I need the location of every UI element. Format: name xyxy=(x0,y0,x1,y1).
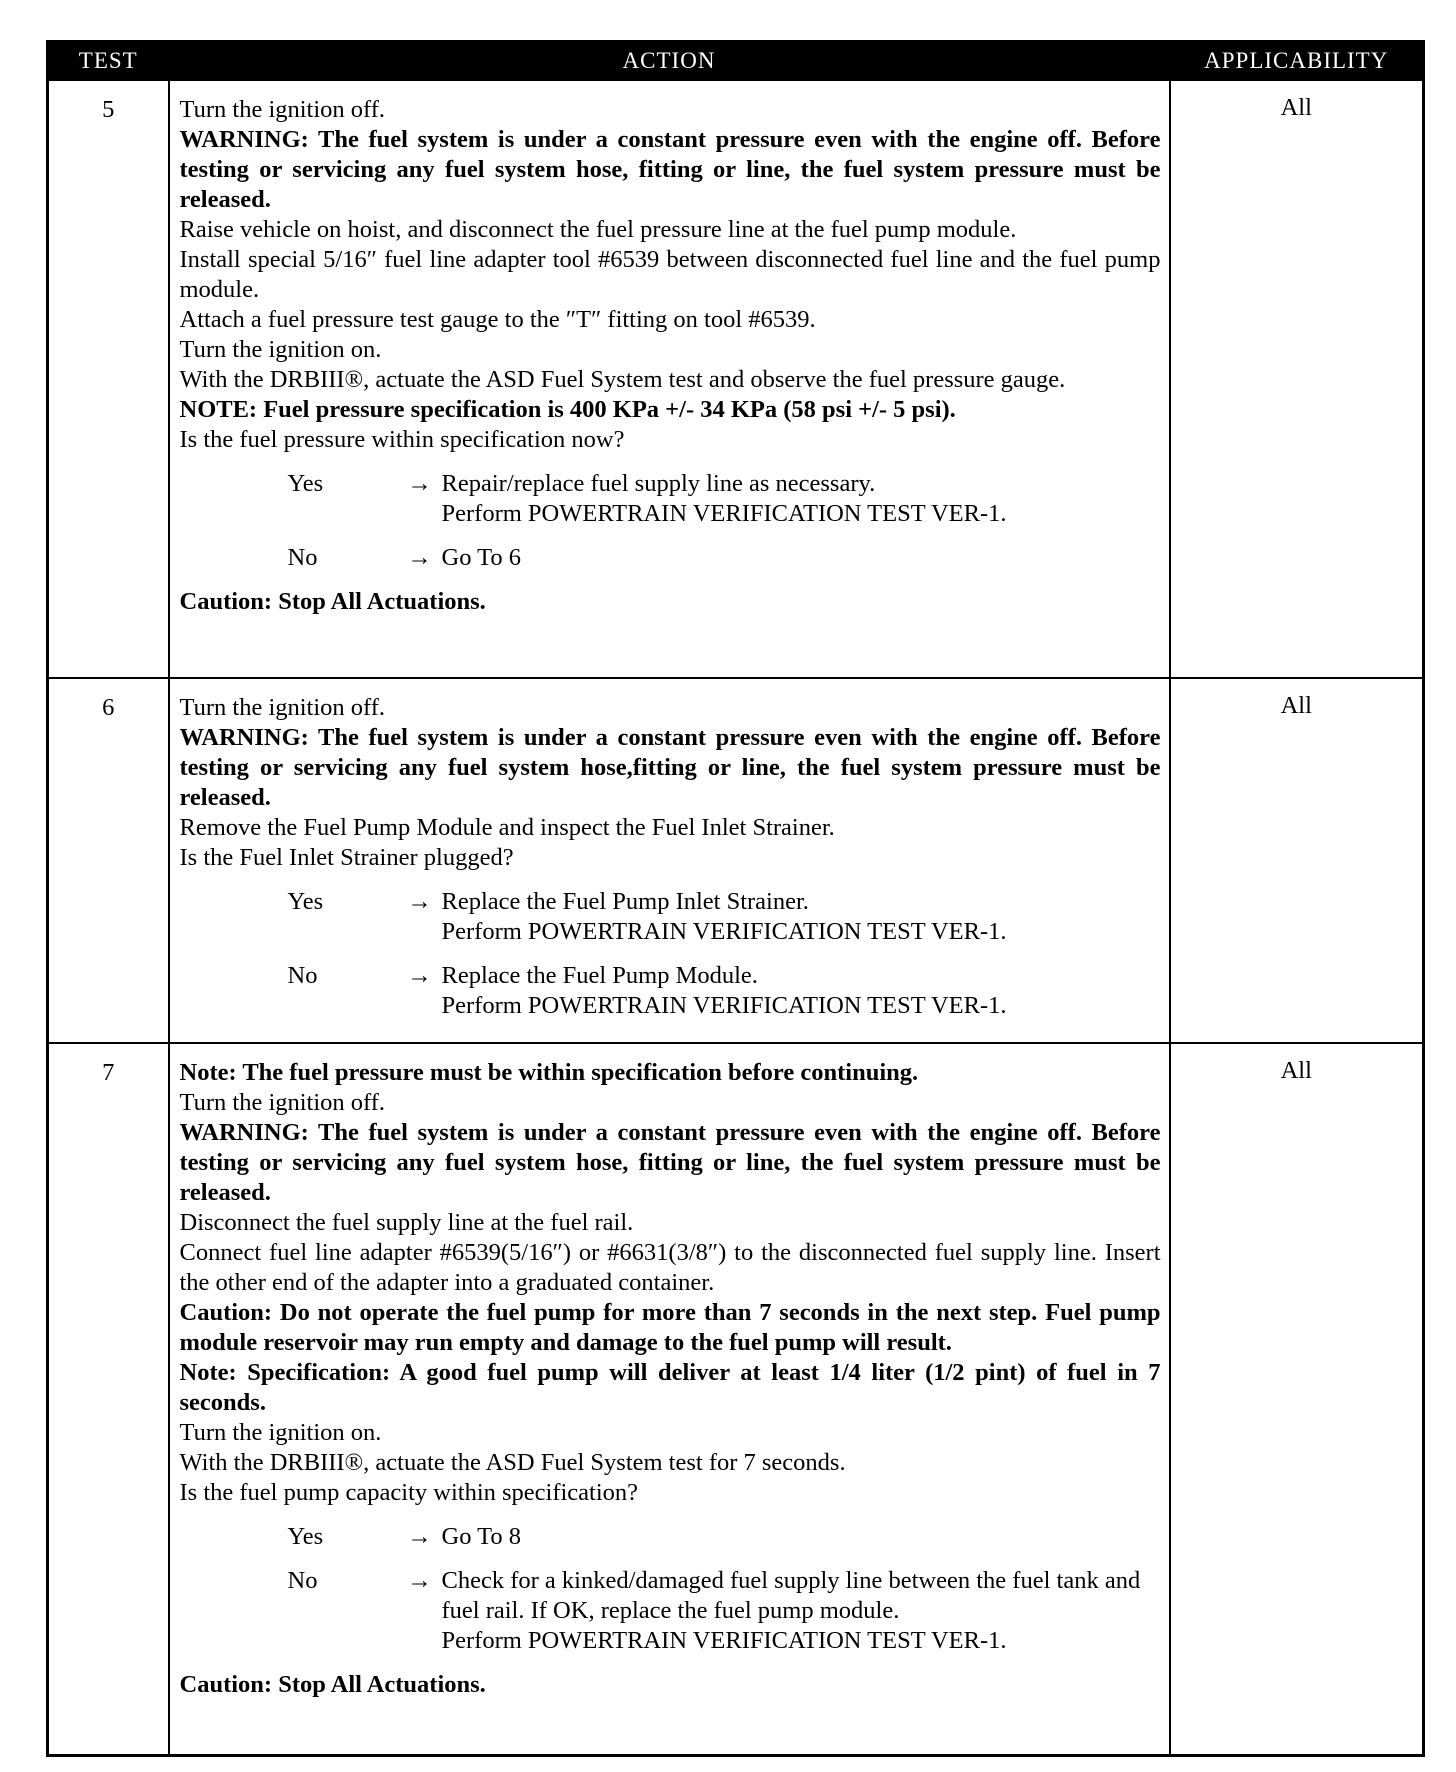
applicability-value: All xyxy=(1170,80,1424,678)
branch-result-line: Repair/replace fuel supply line as necessary. xyxy=(441,470,876,497)
instruction-line: Turn the ignition off. xyxy=(179,96,386,123)
warning-note-text: WARNING: The fuel system is under a constant pressure even with the engine off. Before testing or servicing any fuel system hose, fitting or line, the fuel system pressure must be released. xyxy=(179,126,1161,213)
branch-label: No xyxy=(287,544,318,571)
decision-branch xyxy=(288,961,1161,1021)
branch-result-line: Go To 8 xyxy=(441,1523,522,1550)
applicability-value: All xyxy=(1170,1043,1424,1755)
branch-result xyxy=(442,469,1161,529)
decision-branch xyxy=(288,469,1161,529)
branch-label: Yes xyxy=(287,470,324,497)
test-row xyxy=(48,1043,1424,1755)
warning-note-text: NOTE: Fuel pressure specification is 400 KPa +/- 34 KPa (58 psi +/- 5 psi). xyxy=(179,396,956,423)
right-arrow-icon: → xyxy=(407,544,432,571)
branch-result-line: Replace the Fuel Pump Module. xyxy=(441,962,758,989)
instruction-line: Connect fuel line adapter #6539(5/16″) or #6631(3/8″) to the disconnected fuel supply line. Insert the other end of the adapter into a graduated container. xyxy=(179,1239,1161,1296)
caution-text: Caution: Stop All Actuations. xyxy=(179,1671,486,1698)
branch-label: Yes xyxy=(287,1523,324,1550)
decision-branch xyxy=(288,1566,1161,1656)
header-action: ACTION xyxy=(169,42,1170,81)
test-row xyxy=(48,80,1424,678)
branch-result xyxy=(442,543,1161,573)
test-number: 7 xyxy=(48,1043,169,1755)
instruction-line: Attach a fuel pressure test gauge to the ″T″ fitting on tool #6539. xyxy=(179,306,816,333)
instruction-line: Turn the ignition off. xyxy=(179,694,386,721)
branch-label: Yes xyxy=(287,888,324,915)
test-number: 5 xyxy=(48,80,169,678)
right-arrow-icon: → xyxy=(407,1523,432,1550)
warning-note-text: Note: Specification: A good fuel pump will deliver at least 1/4 liter (1/2 pint) of fuel in 7 seconds. xyxy=(179,1359,1161,1416)
diagnostic-procedure-page xyxy=(46,40,1422,1757)
instruction-line: Turn the ignition on. xyxy=(179,336,382,363)
header-test: TEST xyxy=(48,42,169,81)
branch-label: No xyxy=(287,962,318,989)
caution-text: Caution: Stop All Actuations. xyxy=(179,588,486,615)
instruction-line: Install special 5/16″ fuel line adapter tool #6539 between disconnected fuel line and the fuel pump module. xyxy=(179,246,1161,303)
table-header-row xyxy=(48,42,1424,81)
right-arrow-icon: → xyxy=(407,470,432,497)
applicability-value: All xyxy=(1170,678,1424,1043)
action-cell xyxy=(169,678,1170,1043)
right-arrow-icon: → xyxy=(407,1567,432,1594)
right-arrow-icon: → xyxy=(407,962,432,989)
instruction-line: Remove the Fuel Pump Module and inspect the Fuel Inlet Strainer. xyxy=(179,814,835,841)
instruction-line: With the DRBIII®, actuate the ASD Fuel System test for 7 seconds. xyxy=(179,1449,846,1476)
diagnostic-test-table xyxy=(46,40,1425,1757)
instruction-line: Is the fuel pump capacity within specification? xyxy=(179,1479,639,1506)
test-row xyxy=(48,678,1424,1043)
instruction-line: Raise vehicle on hoist, and disconnect the fuel pressure line at the fuel pump module. xyxy=(179,216,1017,243)
warning-note-text: Caution: Do not operate the fuel pump for more than 7 seconds in the next step. Fuel pump module reservoir may run empty and damage to the fuel pump will result. xyxy=(179,1299,1161,1356)
instruction-line: Turn the ignition on. xyxy=(179,1419,382,1446)
decision-branch xyxy=(288,1522,1161,1552)
decision-branch xyxy=(288,887,1161,947)
instruction-line: Disconnect the fuel supply line at the fuel rail. xyxy=(179,1209,634,1236)
header-applicability: APPLICABILITY xyxy=(1170,42,1424,81)
instruction-line: Turn the ignition off. xyxy=(179,1089,386,1116)
instruction-line: With the DRBIII®, actuate the ASD Fuel System test and observe the fuel pressure gauge. xyxy=(179,366,1066,393)
right-arrow-icon: → xyxy=(407,888,432,915)
branch-result-line: Perform POWERTRAIN VERIFICATION TEST VER-1. xyxy=(441,500,1007,527)
action-cell xyxy=(169,80,1170,678)
instruction-line: Is the fuel pressure within specification now? xyxy=(179,426,625,453)
branch-result xyxy=(442,961,1161,1021)
action-cell xyxy=(169,1043,1170,1755)
branch-result-line: Perform POWERTRAIN VERIFICATION TEST VER-1. xyxy=(441,1627,1007,1654)
branch-result xyxy=(442,1566,1161,1656)
instruction-line: Is the Fuel Inlet Strainer plugged? xyxy=(179,844,514,871)
branch-result-line: Perform POWERTRAIN VERIFICATION TEST VER-1. xyxy=(441,918,1007,945)
branch-result-line: Go To 6 xyxy=(441,544,522,571)
branch-result-line: Replace the Fuel Pump Inlet Strainer. xyxy=(441,888,809,915)
branch-result-line: Check for a kinked/damaged fuel supply line between the fuel tank and fuel rail. If OK, replace the fuel pump module. xyxy=(441,1567,1141,1624)
branch-result-line: Perform POWERTRAIN VERIFICATION TEST VER-1. xyxy=(441,992,1007,1019)
warning-note-text: WARNING: The fuel system is under a constant pressure even with the engine off. Before testing or servicing any fuel system hose,fitting or line, the fuel system pressure must be released. xyxy=(179,724,1161,811)
branch-result xyxy=(442,1522,1161,1552)
branch-label: No xyxy=(287,1567,318,1594)
warning-note-text: Note: The fuel pressure must be within specification before continuing. xyxy=(179,1059,919,1086)
branch-result xyxy=(442,887,1161,947)
test-number: 6 xyxy=(48,678,169,1043)
decision-branch xyxy=(288,543,1161,573)
warning-note-text: WARNING: The fuel system is under a constant pressure even with the engine off. Before testing or servicing any fuel system hose, fitting or line, the fuel system pressure must be released. xyxy=(179,1119,1161,1206)
